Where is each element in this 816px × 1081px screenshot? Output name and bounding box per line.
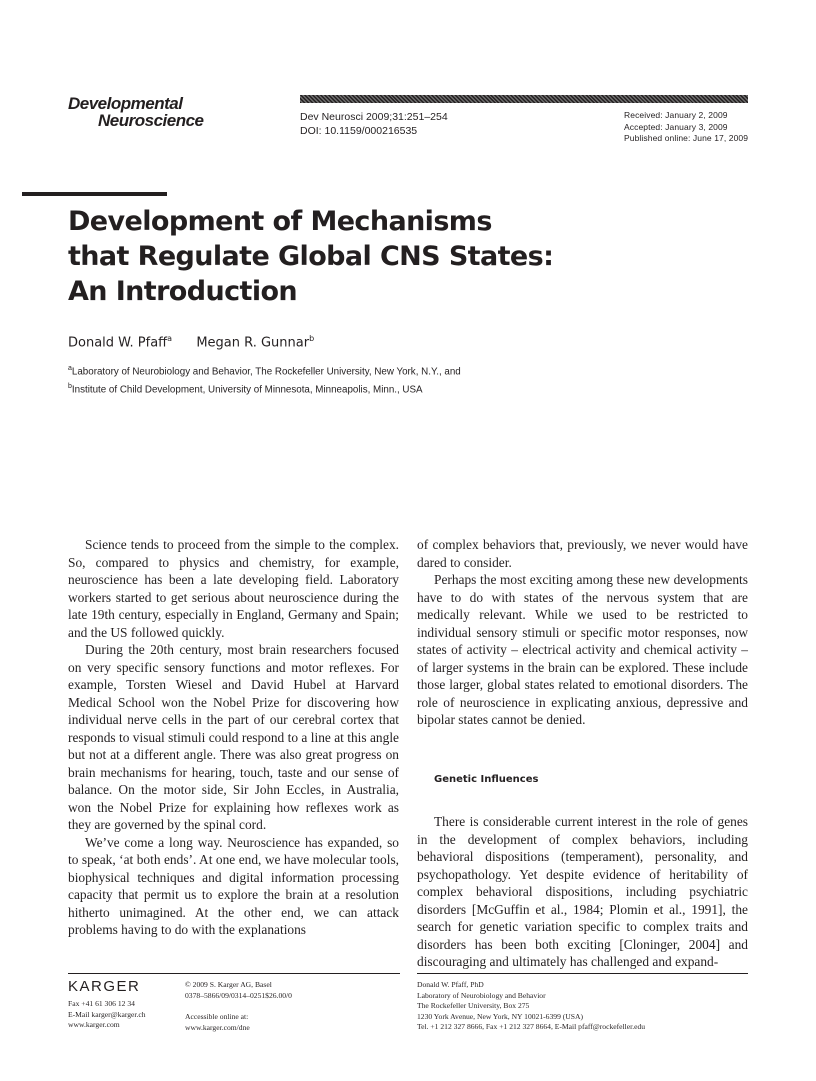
publisher-contact [68,999,146,1031]
body-column-right [417,536,748,971]
body-paragraph: Perhaps the most exciting among these new developments have to do with states of the nervous system that are medically relevant. While we used to be restricted to individual sensory stimuli or specific motor responses, now states of activity – electrical activity and chemical activity – of larger systems in the brain can be explored. These include those larger, global states related to emotional disorders. The role of neuroscience in explicating anxious, depressive and bipolar states cannot be denied. [417,572,748,727]
access-url[interactable]: www.karger.com/dne [185,1022,250,1032]
journal-logo-line1: Developmental [68,94,183,113]
body-paragraph: Science tends to proceed from the simple to the complex. So, compared to physics and chemistry, for example, neuroscience has been a late developing field. Laboratory workers started to get serious about neuroscience during the late 19th century, especially in England, Germany and Spain; and the US followed quickly. [68,537,399,640]
correspondence-address [417,980,645,1033]
affiliation: $^a$Laboratory of Neurobiology and Behavior, The Rockefeller University, New York, N.Y., and [68,365,461,378]
contact-lab: Laboratory of Neurobiology and Behavior [417,990,546,1000]
author-sup: b [309,334,315,343]
accepted-date: Accepted: January 3, 2009 [624,121,728,132]
body-paragraph: During the 20th century, most brain researchers focused on very specific sensory functions and motor reflexes. For example, Torsten Wiesel and David Hubel at Harvard Medical School won the Nobel Prize for discovering how individual nerve cells in the part of our cerebral cortex that responds to visual stimuli could respond to a line at this angle but not at a different angle. There was also great progress on brain mechanisms for hearing, touch, taste and our sense of balance. On the motor side, Sir John Eccles, in Australia, won the Nobel Prize for explaining how reflexes work as they are governed by the spinal cord. [68,642,399,832]
published-date: Published online: June 17, 2009 [624,133,749,143]
title-line: An Introduction [68,276,298,307]
citation: Dev Neurosci 2009;31:251–254 [300,111,448,123]
affiliation: $^b$Institute of Child Development, University of Minnesota, Minneapolis, Minn., USA [68,383,423,396]
affiliations [68,361,461,398]
footer-rule-left [68,973,400,974]
contact-university: The Rockefeller University, Box 275 [417,1001,530,1010]
title-line: that Regulate Global CNS States: [68,241,554,272]
body-column-left [68,536,399,939]
footer-rule-right [417,973,748,974]
body-paragraph: We’ve come a long way. Neuroscience has expanded, so to speak, ‘at both ends’. At one end, we have molecular tools, biophysical techniques and digital information processing capacity that permit us to explore the brain at a resolution hitherto unimagined. At the other end, we can attack problems having to do with the explanations [68,834,399,937]
journal-logo-line2: Neuroscience [98,111,204,130]
dates-block [624,110,748,145]
author-name: Donald W. Pfaff [68,335,168,351]
citation-block [300,110,448,138]
publisher-logo: KARGER [68,978,141,995]
received-date: Received: January 2, 2009 [624,110,728,120]
doi: DOI: 10.1159/000216535 [300,125,418,137]
copyright-block [185,980,292,1001]
issn: 0378–5866/09/0314–0251$26.00/0 [185,990,292,1000]
author-sup: a [167,334,173,343]
copyright: © 2009 S. Karger AG, Basel [185,980,272,989]
publisher-website[interactable]: www.karger.com [68,1020,120,1029]
body-paragraph: There is considerable current interest in the role of genes in the development of complex behaviors, including behavioral dispositions (temperament), personality, and psychopathology. Yet despite evidence of heritability of complex behavioral dispositions, including psychiatric disorders [McGuffin et al., 1984; Plomin et al., 1991], the search for genetic variation specific to complex traits and disorders has been both exciting [Cloninger, 2004] and discouraging and ultimately has challenged and expand- [417,814,748,969]
body-paragraph: of complex behaviors that, previously, we never would have dared to consider. [417,537,748,570]
contact-name: Donald W. Pfaff, PhD [417,980,484,989]
access-label: Accessible online at: [185,1012,249,1021]
title-line: Development of Mechanisms [68,206,492,237]
article-title [68,204,628,309]
access-block [185,1012,250,1033]
author-list [68,330,314,352]
contact-phone-email: Tel. +1 212 327 8666, Fax +1 212 327 8664, E-Mail pfaff@rockefeller.edu [417,1022,646,1031]
title-rule [22,192,167,196]
journal-logo [68,95,204,129]
header-band [300,95,748,103]
author-name: Megan R. Gunnar [196,335,310,351]
publisher-email[interactable]: E-Mail karger@karger.ch [68,1009,146,1019]
publisher-fax: Fax +41 61 306 12 34 [68,999,135,1008]
contact-address: 1230 York Avenue, New York, NY 10021-6399 (USA) [417,1011,584,1021]
section-heading: Genetic Influences [434,773,539,785]
